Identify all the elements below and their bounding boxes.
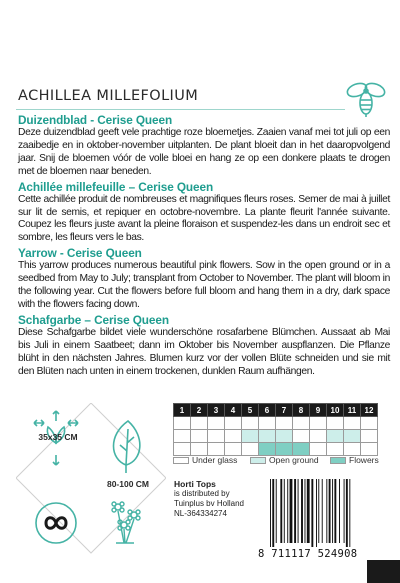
bee-icon bbox=[344, 78, 388, 118]
month-label: 1 bbox=[174, 404, 191, 417]
barcode-bar bbox=[316, 479, 317, 547]
calendar-cell bbox=[310, 443, 327, 456]
legend-label: Flowers bbox=[349, 455, 379, 465]
calendar-cell bbox=[191, 443, 208, 456]
barcode-bar bbox=[332, 479, 333, 543]
registration-number: NL-364334274 bbox=[174, 509, 227, 518]
company-name: Horti Tops bbox=[174, 479, 216, 489]
barcode-bar bbox=[326, 479, 327, 543]
calendar-cell bbox=[242, 430, 259, 443]
barcode-bar bbox=[339, 479, 340, 543]
month-label: 2 bbox=[191, 404, 208, 417]
calendar-cell bbox=[293, 443, 310, 456]
calendar-cell bbox=[276, 443, 293, 456]
legend-flowers bbox=[330, 455, 379, 465]
calendar-cell bbox=[242, 443, 259, 456]
barcode-bar bbox=[284, 479, 285, 543]
calendar-cell bbox=[174, 430, 191, 443]
month-label: 11 bbox=[344, 404, 361, 417]
month-label: 3 bbox=[208, 404, 225, 417]
barcode-bar bbox=[272, 479, 274, 547]
legend-swatch bbox=[330, 457, 346, 464]
legend-label: Open ground bbox=[269, 455, 319, 465]
barcode-number: 8 711117 524908 bbox=[258, 548, 358, 560]
section-title-nl: Duizendblad - Cerise Queen bbox=[18, 113, 173, 127]
barcode-bar bbox=[287, 479, 288, 543]
barcode-bar bbox=[346, 479, 348, 547]
section-body-en: This yarrow produces numerous beautiful pink flowers. Sow in the open ground or in a seedbed from May to July; transplant from October to November. The plant will bloom in the following year. Cut the flowers before full bloom and hang them in a dry, dark space with the flowers facing down. bbox=[18, 260, 390, 310]
barcode-bar bbox=[294, 479, 296, 543]
calendar-cell bbox=[310, 430, 327, 443]
calendar-cell bbox=[327, 417, 344, 430]
barcode-bar bbox=[280, 479, 282, 543]
calendar-cell bbox=[361, 443, 378, 456]
calendar-cell bbox=[208, 443, 225, 456]
calendar-cell bbox=[174, 443, 191, 456]
calendar-cell bbox=[361, 417, 378, 430]
calendar-cell bbox=[361, 430, 378, 443]
calendar-cell bbox=[225, 430, 242, 443]
barcode-bar bbox=[334, 479, 336, 543]
section-body-fr: Cette achillée produit de nombreuses et magnifiques fleurs roses. Semer de mai à juillet sur lit de semis, et repiquer en octobre-novembre. La plante fleurit l'année suivante. Coupez les fleurs juste avant la pleine floraison et suspendez-les dans un endroit sec et sombre, les fleurs vers le bas. bbox=[18, 193, 390, 244]
calendar-grid bbox=[173, 403, 378, 456]
distributor-line: is distributed by bbox=[174, 489, 230, 498]
month-header-row bbox=[174, 404, 378, 417]
month-label: 9 bbox=[310, 404, 327, 417]
description-block bbox=[18, 113, 390, 379]
legend-swatch bbox=[173, 457, 189, 464]
calendar-cell bbox=[276, 417, 293, 430]
calendar-cell bbox=[259, 417, 276, 430]
legend-open-ground bbox=[250, 455, 319, 465]
calendar-cell bbox=[327, 443, 344, 456]
month-label: 5 bbox=[242, 404, 259, 417]
barcode-bar bbox=[305, 479, 306, 543]
calendar-cell bbox=[344, 443, 361, 456]
calendar-cell bbox=[242, 417, 259, 430]
calendar-cell bbox=[259, 430, 276, 443]
month-label: 6 bbox=[259, 404, 276, 417]
calendar-cell bbox=[259, 443, 276, 456]
barcode-bar bbox=[307, 479, 310, 543]
month-label: 12 bbox=[361, 404, 378, 417]
calendar-cell bbox=[293, 417, 310, 430]
barcode-bar bbox=[318, 479, 319, 543]
month-label: 8 bbox=[293, 404, 310, 417]
calendar-row bbox=[174, 417, 378, 430]
spacing-label: 35x35 CM bbox=[38, 432, 78, 442]
barcode-bar bbox=[344, 479, 345, 543]
corner-bar bbox=[367, 560, 400, 583]
calendar-cell bbox=[327, 430, 344, 443]
barcode-bar bbox=[322, 479, 323, 543]
calendar-cell bbox=[344, 417, 361, 430]
calendar-cell bbox=[208, 430, 225, 443]
distributor-info bbox=[174, 479, 244, 519]
barcode-bar bbox=[329, 479, 331, 543]
calendar-cell bbox=[225, 443, 242, 456]
distributor-line: Tuinplus bv Holland bbox=[174, 499, 244, 508]
calendar-cell bbox=[276, 430, 293, 443]
barcode-bar bbox=[290, 479, 293, 543]
calendar-row bbox=[174, 443, 378, 456]
legend-swatch bbox=[250, 457, 266, 464]
month-label: 4 bbox=[225, 404, 242, 417]
barcode-bar bbox=[298, 479, 299, 543]
legend-label: Under glass bbox=[192, 455, 238, 465]
calendar-cell bbox=[225, 417, 242, 430]
species-title: ACHILLEA MILLEFOLIUM bbox=[18, 88, 199, 104]
calendar-cell bbox=[174, 417, 191, 430]
info-icons bbox=[16, 403, 166, 573]
height-label: 80-100 CM bbox=[106, 479, 150, 489]
barcode-bar bbox=[270, 479, 271, 547]
diamond-divider bbox=[16, 403, 166, 553]
calendar-cell bbox=[208, 417, 225, 430]
section-title-fr: Achillée millefeuille – Cerise Queen bbox=[18, 179, 214, 194]
month-label: 10 bbox=[327, 404, 344, 417]
title-bar bbox=[16, 84, 345, 110]
calendar-cell bbox=[344, 430, 361, 443]
section-title-en: Yarrow - Cerise Queen bbox=[18, 246, 142, 261]
section-body-nl: Deze duizendblad geeft vele prachtige roze bloemetjes. Zaaien vanaf mei tot juli op een zaaibedje en in oktober-november uitplanten. De plant bloeit dan in het daaropvolgend jaar. Snij de bloemen vóór de volle bloei en hang ze op een donkere plaats te drogen met de bloemen naar beneden. bbox=[18, 127, 390, 177]
barcode-bar bbox=[349, 479, 350, 547]
section-title-de: Schafgarbe – Cerise Queen bbox=[18, 312, 169, 327]
calendar-cell bbox=[191, 430, 208, 443]
barcode-bar bbox=[311, 479, 313, 547]
sowing-calendar bbox=[173, 403, 379, 465]
month-label: 7 bbox=[276, 404, 293, 417]
calendar-cell bbox=[191, 417, 208, 430]
legend-under-glass bbox=[173, 455, 237, 465]
barcode-bar bbox=[276, 479, 277, 543]
infinity-icon bbox=[36, 503, 76, 543]
barcode-bar bbox=[301, 479, 303, 543]
barcode bbox=[268, 479, 384, 554]
calendar-row bbox=[174, 430, 378, 443]
calendar-cell bbox=[293, 430, 310, 443]
calendar-cell bbox=[310, 417, 327, 430]
section-body-de: Diese Schafgarbe bildet viele wunderschöne rosafarbene Blümchen. Aussaat ab Mai bis Juli in einem Saatbeet; dann im Oktober bis November auspflanzen. Die Pflanze blüht in den nächsten Jahres. Blumen kurz vor der vollen Blüte schneiden und sie mit den Blüten nach unten in einem trockenen, dunklen Raum aufhängen. bbox=[18, 326, 390, 377]
